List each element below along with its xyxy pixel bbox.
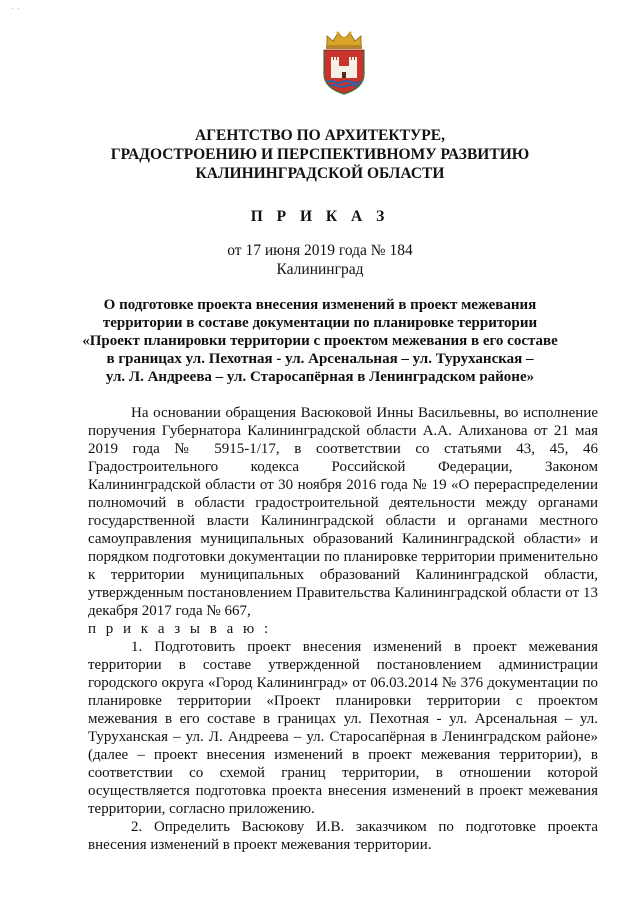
order-title: П Р И К А З bbox=[250, 208, 390, 225]
order-item-2: 2. Определить Васюкову И.В. заказчиком по подготовке проекта внесения изменений в проект межевания территории. bbox=[88, 819, 598, 853]
order-city: Калининград bbox=[276, 261, 364, 278]
order-date: от 17 июня 2019 года № 184 bbox=[227, 242, 413, 259]
agency-line-3: КАЛИНИНГРАДСКОЙ ОБЛАСТИ bbox=[195, 165, 445, 182]
order-date-block bbox=[60, 241, 580, 279]
kaliningrad-oblast-coat-of-arms-icon bbox=[318, 30, 370, 96]
preamble-paragraph: На основании обращения Васюковой Инны Васильевны, во исполнение поручения Губернатора Калининградской области А.А. Алиханова от 21 мая 2019 года № 5915-1/17, в соответствии со статьями 43, 45, 46 Градостроительного кодекса Российской Федерации, Законом Калининградской области от 30 ноября 2016 года № 19 «О перераспределении полномочий в области градостроительной деятельности между органами государственной власти Калининградской области и органами местного самоуправления муниципальных образований Калининградской области» и порядком подготовки документации по планировке территории применительно к территории муниципальных образований Калининградской области, утвержденным постановлением Правительства Калининградской области от 13 декабря 2017 года № 667, bbox=[88, 405, 598, 619]
subject-line: О подготовке проекта внесения изменений в проект межевания bbox=[103, 297, 537, 313]
order-word: п р и к а з ы в а ю : bbox=[88, 621, 272, 637]
subject-line: территории в составе документации по планировке территории bbox=[102, 315, 538, 331]
subject-line: «Проект планировки территории с проектом межевания в его составе bbox=[82, 333, 558, 349]
agency-line-2: ГРАДОСТРОЕНИЮ И ПЕРСПЕКТИВНОМУ РАЗВИТИЮ bbox=[110, 146, 530, 163]
scan-artifact: · · bbox=[11, 4, 21, 15]
order-body bbox=[88, 404, 598, 854]
subject-line: в границах ул. Пехотная - ул. Арсенальная – ул. Туруханская – bbox=[106, 351, 534, 367]
order-item-1: 1. Подготовить проект внесения изменений в проект межевания территории в составе утвержденной постановлением администрации городского округа «Город Калининград» от 06.03.2014 № 376 документации по планировке территории «Проект планировки территории с проектом межевания в его составе в границах ул. Пехотная - ул. Арсенальная – ул. Туруханская – ул. Л. Андреева – ул. Старосапёрная в Ленинградском районе» (далее – проект внесения изменений в проект межевания территории), в соответствии со схемой границ территории, в отношении которой осуществляется подготовка проекта внесения изменений в проект межевания территории, согласно приложению. bbox=[88, 639, 598, 817]
order-subject bbox=[80, 296, 560, 386]
agency-line-1: АГЕНТСТВО ПО АРХИТЕКТУРЕ, bbox=[195, 127, 445, 144]
subject-line: ул. Л. Андреева – ул. Старосапёрная в Ленинградском районе» bbox=[105, 369, 535, 385]
agency-name-header bbox=[60, 126, 580, 183]
